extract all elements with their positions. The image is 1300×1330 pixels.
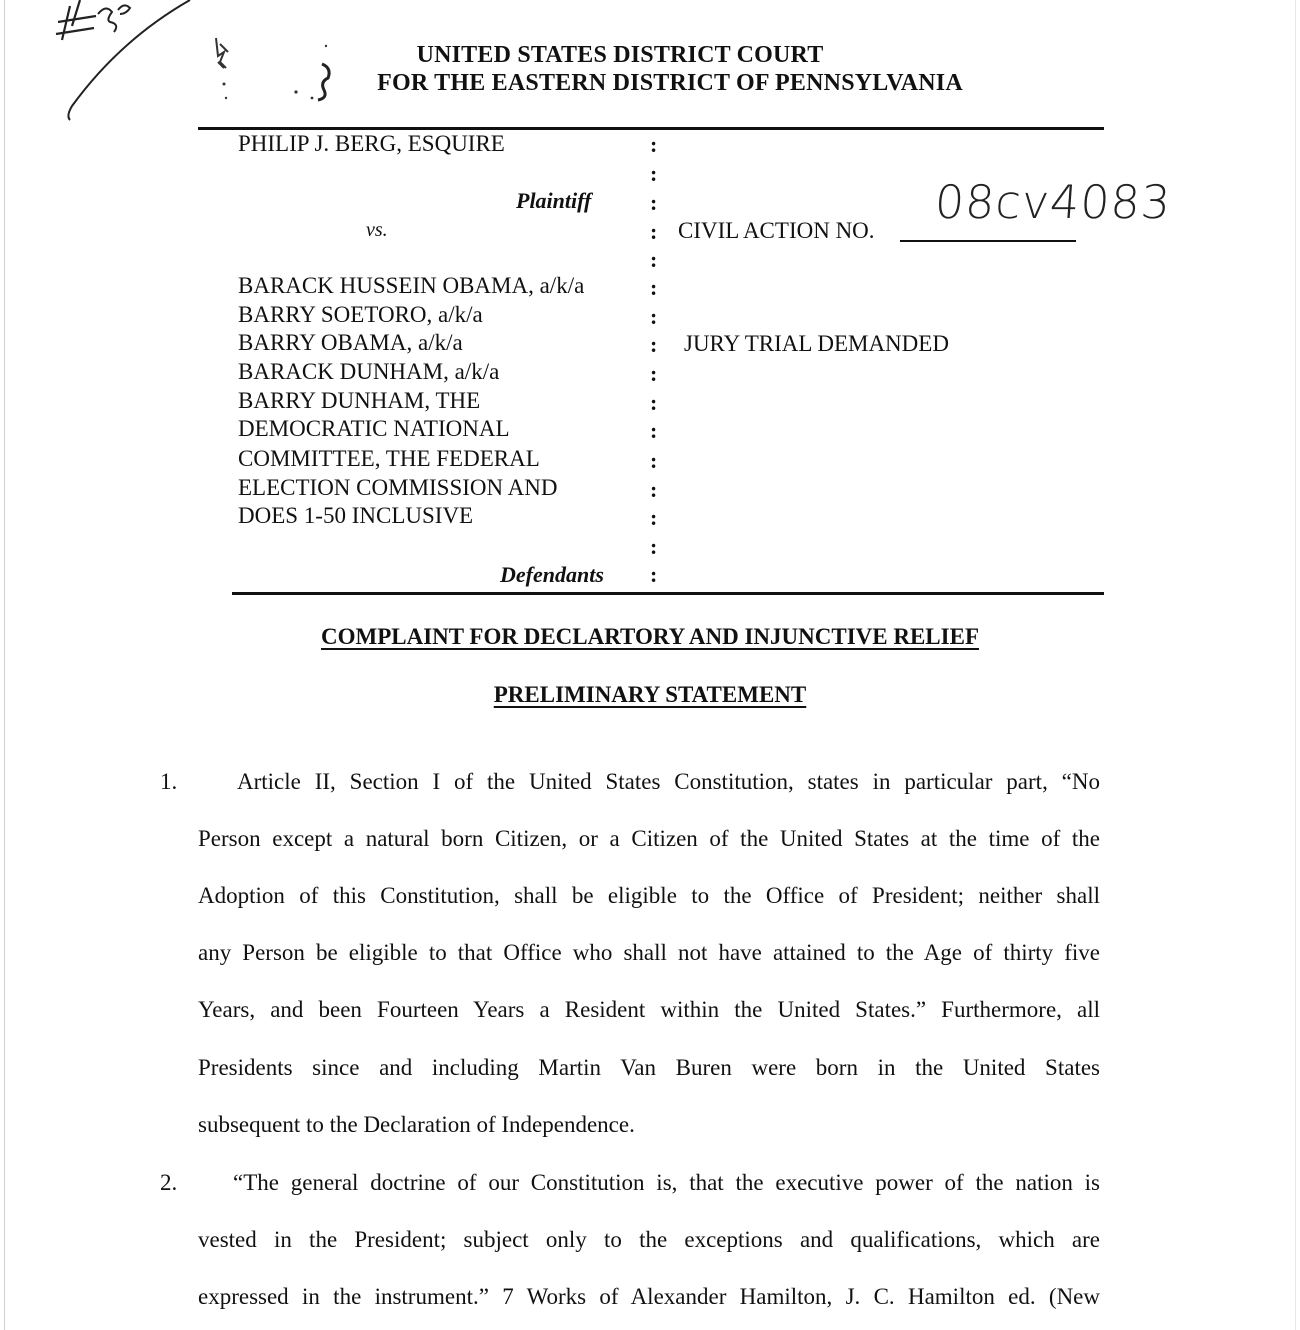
- paragraph-line: Presidents since and including Martin Van Buren were born in the United States: [198, 1055, 1100, 1080]
- jury-trial-demanded: JURY TRIAL DEMANDED: [684, 331, 949, 356]
- defendant-line: BARACK HUSSEIN OBAMA, a/k/a: [238, 273, 585, 298]
- versus-label: vs.: [366, 219, 388, 241]
- caption-colon: :: [650, 361, 658, 386]
- caption-top-rule: [198, 127, 1104, 130]
- preliminary-statement-heading: [0, 682, 1300, 708]
- caption-colon: :: [650, 448, 658, 473]
- paragraph-line: Adoption of this Constitution, shall be eligible to the Office of President; neither shall: [198, 883, 1100, 908]
- caption-colon: :: [650, 505, 658, 530]
- caption-colon: :: [650, 390, 658, 415]
- defendant-line: BARRY SOETORO, a/k/a: [238, 302, 483, 327]
- civil-action-number-line: [900, 240, 1076, 242]
- court-name-line1: UNITED STATES DISTRICT COURT: [416, 42, 824, 68]
- caption-colon: :: [650, 477, 658, 502]
- court-name-line2: FOR THE EASTERN DISTRICT OF PENNSYLVANIA: [377, 70, 963, 96]
- paragraph-line: Years, and been Fourteen Years a Resident within the United States.” Furthermore, all: [198, 997, 1100, 1022]
- plaintiff-name: PHILIP J. BERG, ESQUIRE: [238, 131, 505, 156]
- civil-action-number-handwritten: 08cv4083: [933, 175, 1174, 229]
- caption-bottom-rule: [232, 592, 1104, 595]
- defendant-line: ELECTION COMMISSION AND: [238, 475, 558, 500]
- civil-action-label: CIVIL ACTION NO.: [678, 218, 875, 243]
- paragraph-line: any Person be eligible to that Office who shall not have attained to the Age of thirty five: [198, 940, 1100, 965]
- defendant-line: BARRY DUNHAM, THE: [238, 388, 481, 413]
- paragraph-line: “The general doctrine of our Constitution is, that the executive power of the nation is: [233, 1170, 1100, 1195]
- caption-colon: :: [650, 418, 658, 443]
- paragraph-number: 2.: [160, 1170, 178, 1195]
- caption-colon: :: [650, 275, 658, 300]
- caption-colon: :: [650, 534, 658, 559]
- plaintiff-role: Plaintiff: [516, 188, 592, 213]
- paragraph-line: Person except a natural born Citizen, or a Citizen of the United States at the time of the: [198, 826, 1100, 851]
- defendant-line: DEMOCRATIC NATIONAL: [238, 416, 510, 441]
- page-edge-left: [4, 0, 5, 1330]
- paragraph-line: subsequent to the Declaration of Independence.: [198, 1112, 635, 1137]
- caption-colon: :: [650, 332, 658, 357]
- complaint-heading-text: COMPLAINT FOR DECLARTORY AND INJUNCTIVE RELIEF: [320, 624, 979, 649]
- defendant-line: DOES 1-50 INCLUSIVE: [238, 503, 474, 528]
- page-edge-right: [1295, 0, 1296, 1330]
- caption-colon: :: [650, 304, 658, 329]
- caption-colon: :: [650, 161, 658, 186]
- paragraph-line: vested in the President; subject only to the exceptions and qualifications, which are: [198, 1227, 1100, 1252]
- defendant-line: BARRY OBAMA, a/k/a: [238, 330, 463, 355]
- caption-colon: :: [650, 247, 658, 272]
- caption-colon: :: [650, 190, 658, 215]
- preliminary-statement-heading-text: PRELIMINARY STATEMENT: [493, 682, 807, 707]
- defendant-line: COMMITTEE, THE FEDERAL: [238, 446, 540, 471]
- defendant-line: BARACK DUNHAM, a/k/a: [238, 359, 500, 384]
- defendant-role: Defendants: [500, 562, 604, 587]
- caption-colon: :: [650, 132, 658, 157]
- complaint-heading: [0, 624, 1300, 650]
- paragraph-line: Article II, Section I of the United States Constitution, states in particular part, “No: [237, 769, 1100, 794]
- paragraph-line: expressed in the instrument.” 7 Works of Alexander Hamilton, J. C. Hamilton ed. (New: [198, 1284, 1100, 1309]
- caption-colon: :: [650, 219, 658, 244]
- caption-colon: :: [650, 562, 658, 587]
- paragraph-number: 1.: [160, 769, 178, 794]
